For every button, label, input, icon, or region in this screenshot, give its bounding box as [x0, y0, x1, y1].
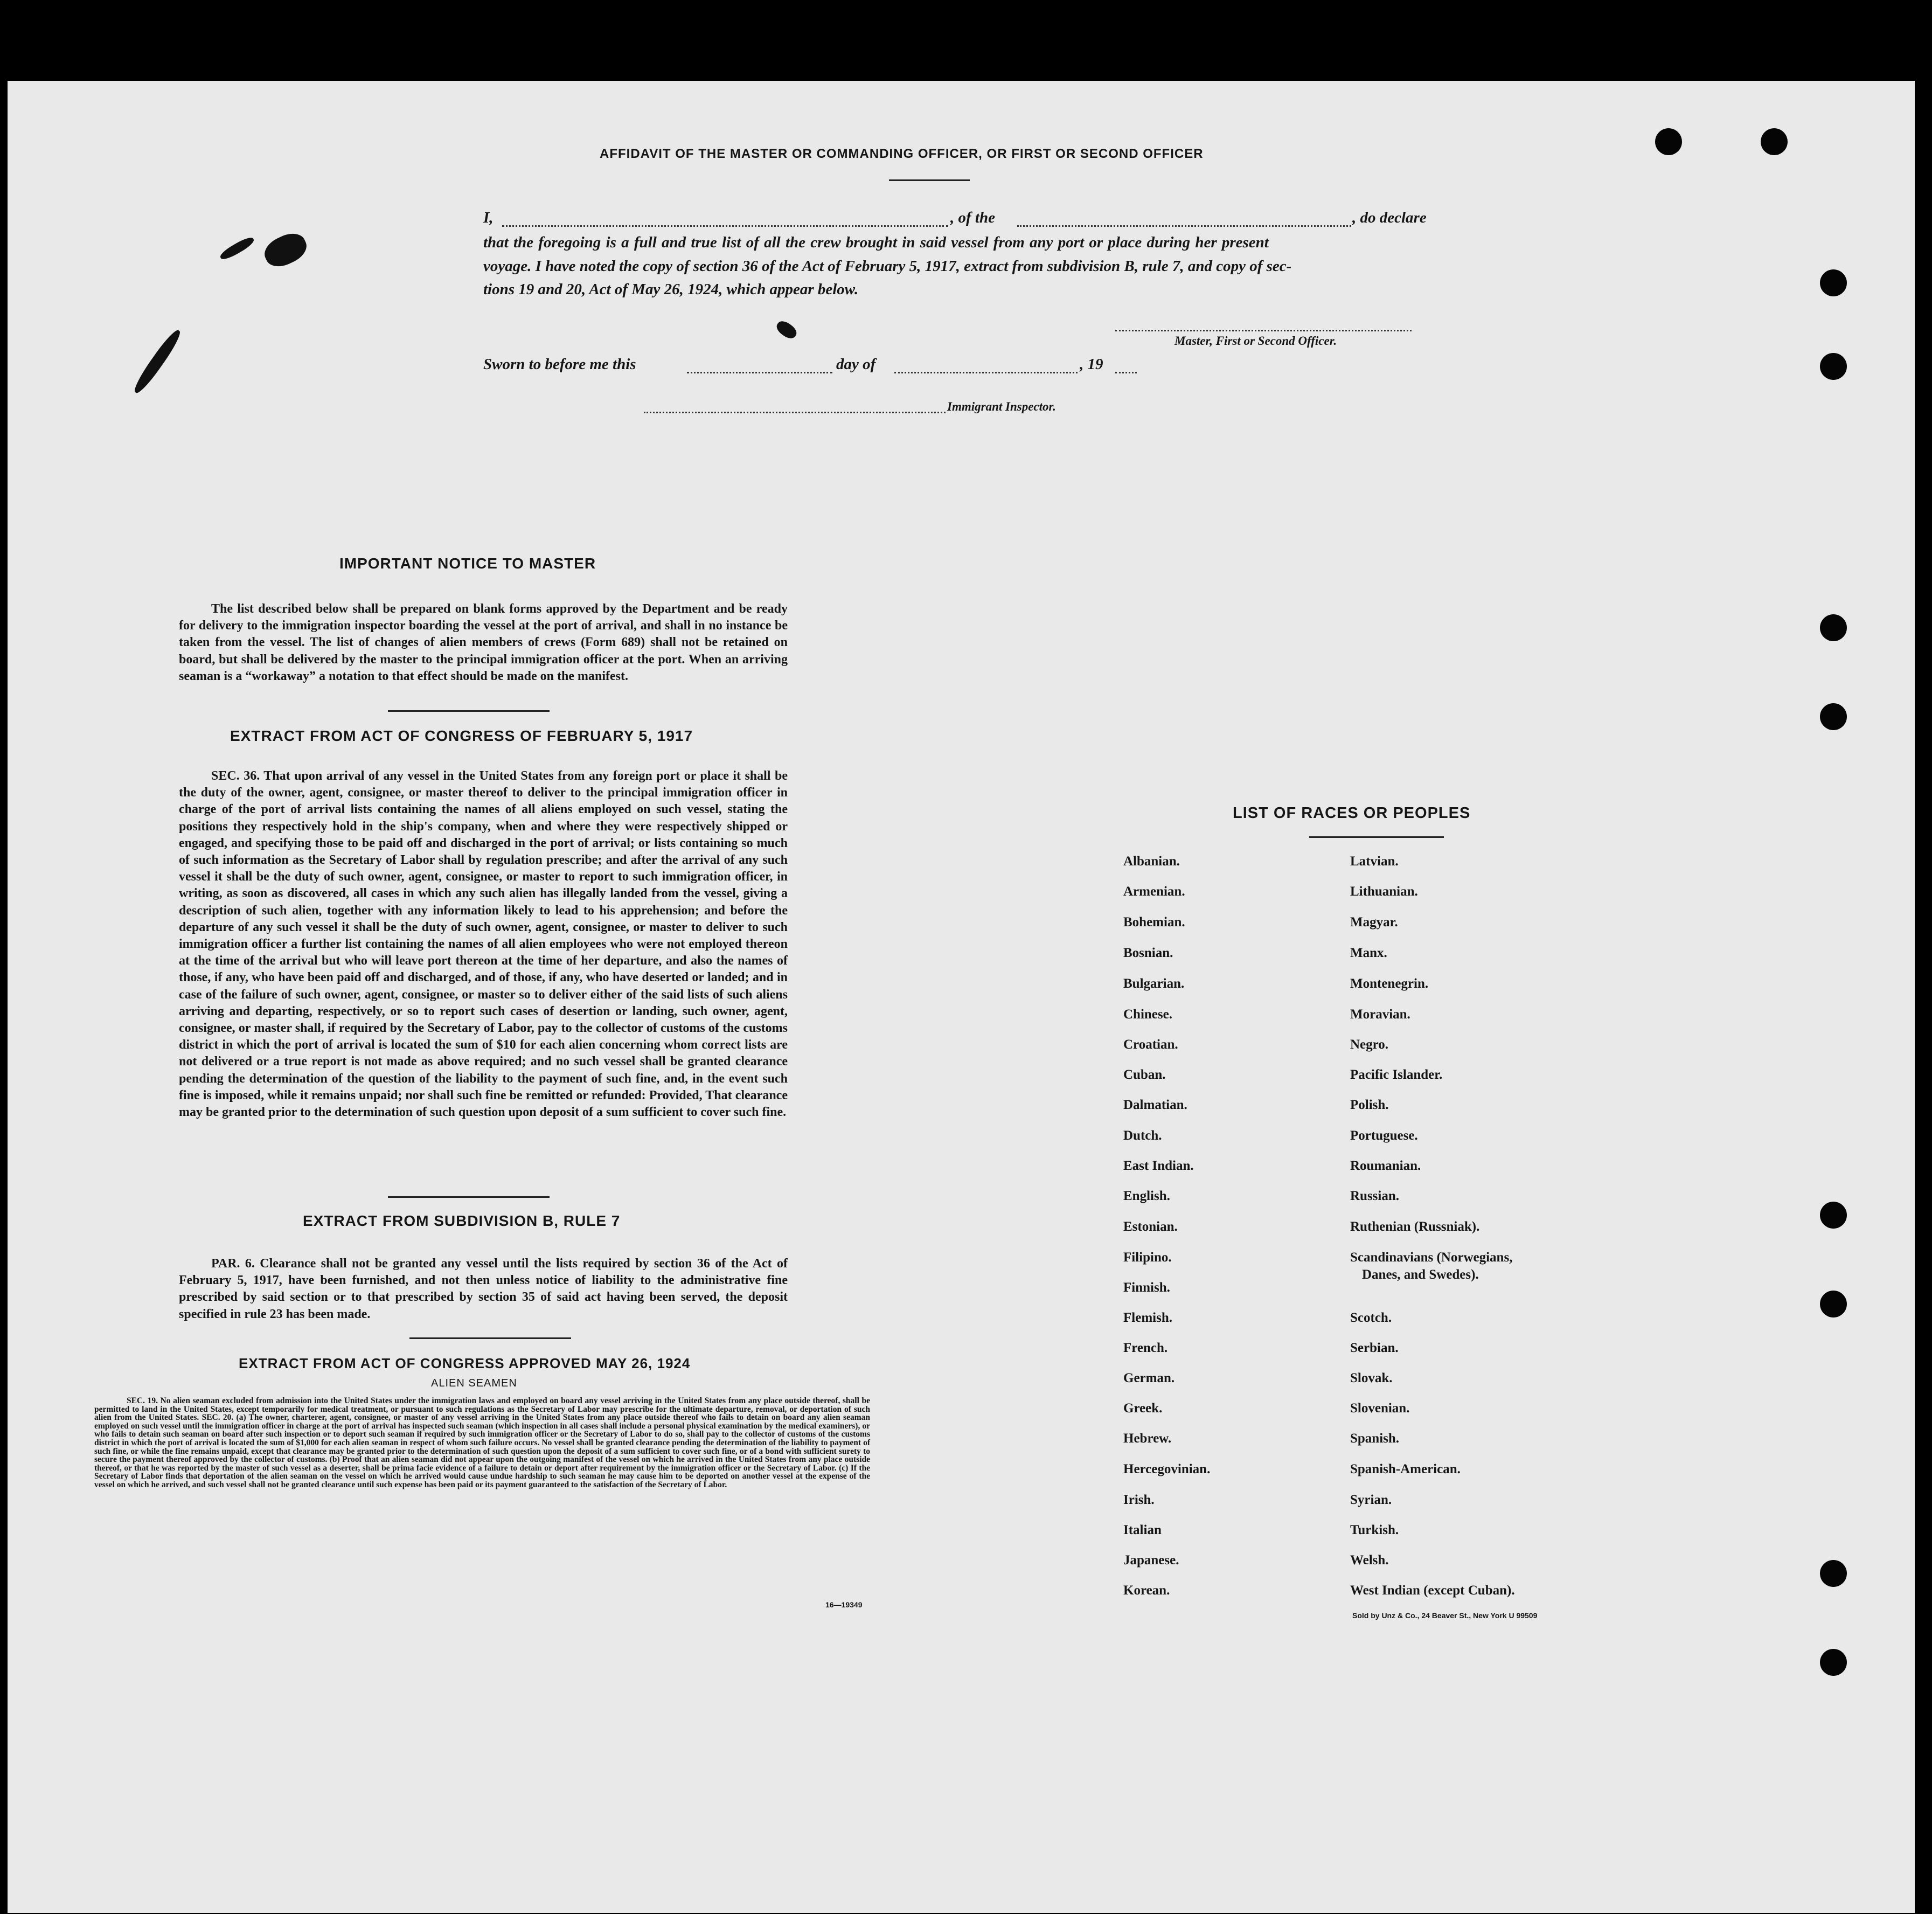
race-item: Syrian. — [1350, 1493, 1392, 1507]
affidavit-line-3: voyage. I have noted the copy of section 36 of the Act of February 5, 1917, extract from subdivision B, rule 7, and copy of sec- — [483, 258, 1292, 275]
race-item: Cuban. — [1123, 1067, 1166, 1082]
punch-hole — [1761, 128, 1788, 155]
race-item: German. — [1123, 1371, 1175, 1385]
punch-hole — [1820, 1291, 1847, 1317]
race-item: Dutch. — [1123, 1128, 1162, 1143]
subdivision-body: PAR. 6. Clearance shall not be granted any vessel until the lists required by section 36 of the Act of February 5, 1917, have been furnished, and not then unless notice of liability to the administrative fine prescribed by said section or to that prescribed by section 35 of said act having been served, the deposit specified in rule 23 has been made. — [179, 1257, 788, 1321]
race-item: Latvian. — [1350, 854, 1399, 869]
race-item: Slovenian. — [1350, 1401, 1410, 1416]
race-item: Bulgarian. — [1123, 976, 1185, 991]
race-item: Bohemian. — [1123, 915, 1185, 930]
race-item: Slovak. — [1350, 1371, 1393, 1385]
race-item: Montenegrin. — [1350, 976, 1429, 991]
race-item: Polish. — [1350, 1098, 1389, 1112]
vessel-name-field[interactable] — [1017, 225, 1351, 227]
punch-hole — [1820, 703, 1847, 730]
race-item: Roumanian. — [1350, 1159, 1421, 1173]
race-item: Hebrew. — [1123, 1431, 1172, 1446]
form-number: 16—19349 — [825, 1600, 863, 1609]
race-item: Bosnian. — [1123, 946, 1173, 960]
race-item: Ruthenian (Russniak). — [1350, 1219, 1480, 1234]
year-label: , 19 — [1080, 356, 1103, 373]
race-item: Welsh. — [1350, 1553, 1389, 1568]
race-item: Serbian. — [1350, 1341, 1399, 1355]
divider — [409, 1337, 571, 1339]
divider — [889, 179, 970, 181]
punch-hole — [1820, 1649, 1847, 1676]
punch-hole — [1820, 1202, 1847, 1229]
race-item: Spanish. — [1350, 1431, 1400, 1446]
sworn-label: Sworn to before me this — [483, 356, 636, 373]
race-item: Pacific Islander. — [1350, 1067, 1443, 1082]
punch-hole — [1820, 353, 1847, 380]
race-item: French. — [1123, 1341, 1168, 1355]
printer-imprint: Sold by Unz & Co., 24 Beaver St., New York U 99509 — [1352, 1611, 1538, 1620]
race-item: Italian — [1123, 1523, 1162, 1537]
race-item: Estonian. — [1123, 1219, 1178, 1234]
race-item: Scotch. — [1350, 1310, 1392, 1325]
race-item: Greek. — [1123, 1401, 1163, 1416]
race-item: Russian. — [1350, 1189, 1400, 1203]
race-item: Albanian. — [1123, 854, 1180, 869]
race-item: Lithuanian. — [1350, 884, 1418, 899]
affidavit-line-2: that the foregoing is a full and true list of all the crew brought in said vessel from any port or place during her present — [483, 234, 1269, 251]
race-item: Irish. — [1123, 1493, 1155, 1507]
race-item: Moravian. — [1350, 1007, 1410, 1022]
race-item: Hercegovinian. — [1123, 1462, 1211, 1476]
race-item: Flemish. — [1123, 1310, 1172, 1325]
divider — [388, 1196, 550, 1198]
race-item: Korean. — [1123, 1583, 1170, 1598]
race-item: Portuguese. — [1350, 1128, 1418, 1143]
sworn-day-field[interactable] — [687, 372, 832, 373]
inspector-signature-field[interactable] — [644, 412, 946, 413]
subdivision-heading: EXTRACT FROM SUBDIVISION B, RULE 7 — [303, 1212, 621, 1229]
declarant-label: I, — [483, 209, 494, 226]
punch-hole — [1820, 1560, 1847, 1587]
race-item: Dalmatian. — [1123, 1098, 1187, 1112]
sworn-year-field[interactable] — [1115, 372, 1137, 373]
master-signature-field[interactable] — [1115, 330, 1412, 331]
race-item: Manx. — [1350, 946, 1387, 960]
race-item: Chinese. — [1123, 1007, 1172, 1022]
race-item: Croatian. — [1123, 1037, 1178, 1052]
race-item: Scandinavians (Norwegians, — [1350, 1250, 1513, 1265]
race-item: Magyar. — [1350, 915, 1398, 930]
extract-1924-heading: EXTRACT FROM ACT OF CONGRESS APPROVED MAY 26, 1924 — [239, 1355, 691, 1371]
inspector-label: Immigrant Inspector. — [947, 400, 1056, 413]
races-heading: LIST OF RACES OR PEOPLES — [1233, 805, 1471, 822]
race-item: Finnish. — [1123, 1280, 1170, 1295]
punch-hole — [1820, 614, 1847, 641]
race-item: Turkish. — [1350, 1523, 1399, 1537]
race-item: Negro. — [1350, 1037, 1389, 1052]
race-item: English. — [1123, 1189, 1170, 1203]
affidavit-title: AFFIDAVIT OF THE MASTER OR COMMANDING OFFICER, OR FIRST OR SECOND OFFICER — [600, 147, 1204, 161]
vessel-label: , of the — [950, 209, 995, 226]
alien-seamen-subheading: ALIEN SEAMEN — [431, 1377, 517, 1389]
extract-1924-body: SEC. 19. No alien seaman excluded from admission into the United States under the immigration laws and employed on board any vessel arriving in the United States from any place outside thereof, shall be permitted to land in the United States, except temporarily for medical treatment, or pursuant to such regulations as the Secretary of Labor may prescribe for the ultimate departure, removal, or deportation of such alien from the United States. SEC. 20. (a) The owner, charterer, agent, consignee, or master of any vessel arriving in the United States from any place outside thereof who fails to detain on board any alien seaman employed on such vessel until the immigration officer in charge at the port of arrival has inspected such seaman (which inspection in all cases shall include a personal physical examination by the medical examiners), or who fails to detain such seaman on board after such inspection or to deport such seaman if required by such immigration officer or the Secretary of Labor to do so, shall pay to the collector of customs of the customs district in which the port of arrival is located the sum of $1,000 for each alien seaman in respect of whom such failure occurs. No vessel shall be granted clearance pending the determination of the liability to payment of such fine, or while the fine remains unpaid, except that clearance may be granted prior to the determination of such question upon the deposit of a sum sufficient to cover such fine, or of a bond with sufficient surety to secure the payment thereof approved by the collector of customs. (b) Proof that an alien seaman did not appear upon the outgoing manifest of the vessel on which he arrived in the United States from any place outside thereof, or that he was reported by the master of such vessel as a deserter, shall be prima facie evidence of a failure to detain or deport after requirement by the immigration officer or the Secretary of Labor. (c) If the Secretary of Labor finds that deportation of the alien seaman on the vessel on which he arrived would cause undue hardship to such seaman he may cause him to be deported on another vessel at the expense of the vessel on which he arrived, and such vessel shall not be granted clearance until such expense has been paid or its payment guaranteed to the satisfaction of the Secretary of Labor. — [94, 1396, 870, 1489]
declare-label: , do declare — [1352, 209, 1427, 226]
notice-heading: IMPORTANT NOTICE TO MASTER — [339, 555, 596, 572]
day-of-label: day of — [836, 356, 876, 373]
affidavit-line-4: tions 19 and 20, Act of May 26, 1924, which appear below. — [483, 281, 859, 298]
race-item: Danes, and Swedes). — [1362, 1267, 1479, 1282]
race-item: Spanish-American. — [1350, 1462, 1461, 1476]
punch-hole — [1655, 128, 1682, 155]
notice-body: The list described below shall be prepared on blank forms approved by the Department and be ready for delivery to the immigration inspector boarding the vessel at the port of arrival, and shall in no instance be taken from the vessel. The list of changes of alien members of crews (Form 689) shall not be retained on board, but shall be delivered by the master to the principal immigration officer at the port. When an arriving seaman is a “workaway” a notation to that effect should be made on the manifest. — [179, 602, 788, 683]
divider — [388, 710, 550, 712]
divider — [1309, 836, 1444, 838]
race-item: Japanese. — [1123, 1553, 1179, 1568]
extract-1917-body: SEC. 36. That upon arrival of any vessel in the United States from any foreign port or place it shall be the duty of the owner, agent, consignee, or master thereof to deliver to the principal immigration officer in charge of the port of arrival lists containing the names of all aliens employed on such vessel, stating the positions they respectively hold in the ship's company, when and where they were respectively shipped or engaged, and specifying those to be paid off and discharged in the port of arrival; or lists containing so much of such information as the Secretary of Labor shall by regulation prescribe; and after the arrival of any such vessel it shall be the duty of such owner, agent, consignee, or master to report to such immigration officer, in writing, as soon as discovered, all cases in which any such alien has illegally landed from the vessel, giving a description of such alien, together with any information likely to lead to his apprehension; and before the departure of any such vessel it shall be the duty of such owner, agent, consignee, or master to deliver to such immigration officer a further list containing the names of all alien employees who were not employed thereon at the time of the arrival but who will leave port thereon at the time of her departure, and also the names of those, if any, who have been paid off and discharged, and of those, if any, who have deserted or landed; and in case of the failure of such owner, agent, consignee, or master so to deliver either of the said lists of such aliens arriving and departing, respectively, or so to report such cases of desertion or landing, such owner, agent, consignee, or master shall, if required by the Secretary of Labor, pay to the collector of customs of the customs district in which the port of arrival is located the sum of $10 for each alien concerning whom correct lists are not delivered or a true report is not made as above required; and no such vessel shall be granted clearance pending the determination of the question of the liability to the payment of such fine, and, in the event such fine is imposed, while it remains unpaid; nor shall such fine be remitted or refunded: Provided, That clearance may be granted prior to the determination of such question upon deposit of a sum sufficient to cover such fine. — [179, 769, 788, 1120]
declarant-name-field[interactable] — [502, 225, 948, 227]
race-item: East Indian. — [1123, 1159, 1194, 1173]
punch-hole — [1820, 269, 1847, 296]
race-item: Armenian. — [1123, 884, 1185, 899]
sworn-month-field[interactable] — [894, 372, 1078, 373]
extract-1917-heading: EXTRACT FROM ACT OF CONGRESS OF FEBRUARY 5, 1917 — [230, 727, 693, 744]
race-item: Filipino. — [1123, 1250, 1172, 1265]
master-signature-label: Master, First or Second Officer. — [1175, 334, 1337, 348]
race-item: West Indian (except Cuban). — [1350, 1583, 1515, 1598]
